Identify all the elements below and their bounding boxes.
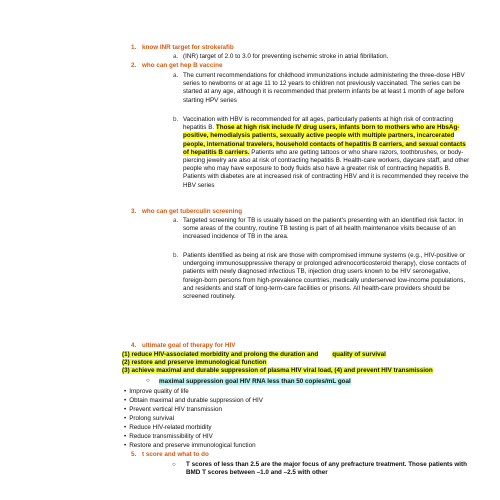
list-letter: b. [173,116,179,123]
answer-text: Targeted screening for TB is usually based on the patient's presenting with an identified risk factor. In some areas of the country, routine TB testing is part of all health maintenance visits because of an increased incidence of TB in the area. [183,217,464,241]
answer-text: (INR) target of 2.0 to 3.0 for preventing ischemic stroke in atrial fibrillation. [183,53,389,60]
question-4 [131,342,235,350]
q2-answer-b [173,116,471,190]
q3-answer-a [173,217,471,242]
answer-text: The current recommendations for childhood immunizations include administering the three-dose HBV series to newborns or at age 11 to 12 years to children not previously vaccinated. The series can be started at any age, although it is recommended that preterm infants be at least 1 month of age before starting HPV series [183,72,465,104]
question-title: t score and what to do [142,451,209,458]
t-score-text: T scores of less than 2.5 are the major focus of any prefracture treatment. Those patients with BMD T scores between –1.0 and –2.5 with other [186,461,467,477]
question-1 [131,44,234,52]
list-item: • Prevent vertical HIV transmission [124,406,222,414]
list-letter: a. [173,217,179,224]
question-number: 2. [131,62,137,69]
question-5 [131,451,209,459]
question-title: know INR target for stroke/afib [142,44,234,51]
list-letter: a. [173,53,179,60]
list-item: • Prolong survival [124,415,174,423]
list-item: • Improve quality of life [124,388,189,396]
goal-3: (3) achieve maximal and durable suppression of plasma HIV viral load, (4) and prevent HIV transmission [122,367,433,375]
suppression-goal: maximal suppression goal HIV RNA less than 50 copies/mL goal [159,378,351,385]
list-letter: b. [173,252,179,259]
question-title: who can get hep B vaccine [142,62,223,69]
question-title: ultimate goal of therapy for HIV [142,342,236,349]
question-number: 3. [131,208,137,215]
circle-bullet-icon: ○ [146,378,150,384]
goal-1: (1) reduce HIV-associated morbidity and prolong the duration and quality of survival [122,351,386,358]
list-item: • Obtain maximal and durable suppression of HIV [124,397,263,405]
question-number: 5. [131,451,137,458]
list-item: • Reduce transmissibility of HIV [124,433,213,441]
hiv-goals [122,351,482,376]
highlighted-text: Those at high risk include IV drug users, infants born to mothers who are HbsAg-positive, hemodialysis patients, sexually active people with multiple partners, incarcerated people, international travelers, household contacts of hepatitis B carriers, and sexual contacts of hepatitis B carriers. [183,124,466,156]
answer-text: Patients identified as being at risk are those with compromised immune systems (e.g., HIV-positive or undergoing immunosuppressive therapy or prolonged adrenocorticosteroid therapy), close contacts of patients with newly diagnosed infectious TB, injection drug users known to be HIV seronegative, foreign-born persons from high-prevalence countries, medically underserved low-income populations, and residents and staff of long-term-care facilities or prisons. All health-care providers should be screened routinely. [183,252,467,301]
question-number: 1. [131,44,137,51]
question-title: who can get tuberculin screening [142,208,243,215]
circle-bullet-icon: ○ [172,462,176,468]
q3-answer-b [173,252,471,301]
question-3 [131,208,242,216]
answer-text-post: Patients who are getting tattoos or who share razors, toothbrushes, or body-piercing jewelry are also at risk of contracting hepatitis B. Health-care workers, daycare staff, and other people who may have exposure to body fluids also have a greater risk of contracting hepatitis B. Patients with diabetes are at increased risk of contracting HBV and it is recommended they receive the HBV series [183,148,470,189]
list-item: • Reduce HIV-related morbidity [124,424,211,432]
list-item: • Restore and preserve immunological function [124,442,256,450]
q1-answer-a [173,53,483,61]
list-letter: a. [173,72,179,79]
q2-answer-a [173,72,471,105]
goal-2: (2) restore and preserve immunological function [122,359,267,367]
answer-text-pre: Vaccination with HBV is recommended for all ages, particularly patients at high risk of contracting hepatitis B. [183,116,454,132]
question-2 [131,62,222,70]
question-number: 4. [131,342,137,349]
